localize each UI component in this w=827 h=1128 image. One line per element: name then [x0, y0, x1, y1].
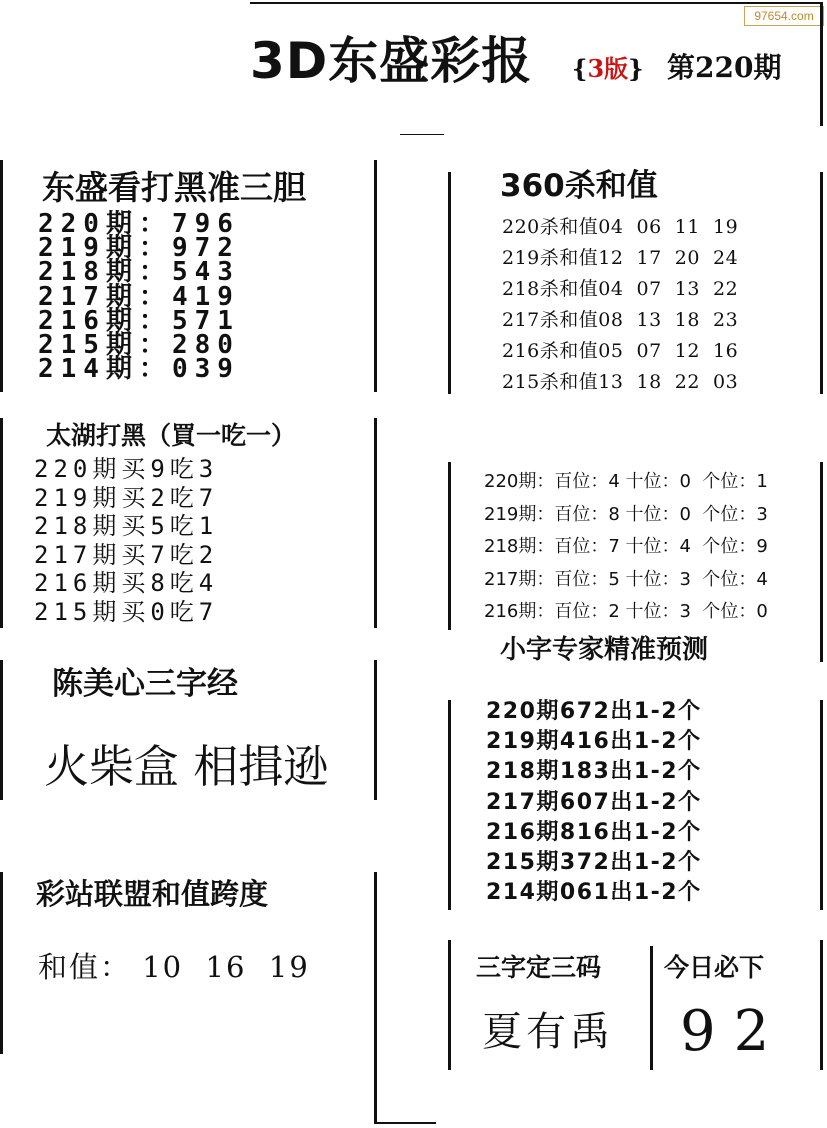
- right-rule-3: [820, 700, 823, 910]
- chen-heading: 陈美心三字经: [52, 666, 238, 702]
- middle-rule-1: [374, 160, 377, 392]
- positions-row: 216期：百位：2 十位：3 个位：0: [484, 601, 768, 622]
- right-rule-1: [820, 172, 823, 394]
- dongsheng-row: 215期：280: [38, 330, 240, 361]
- issue-number: 第220期: [667, 51, 782, 84]
- caizhan-heading: 彩站联盟和值跨度: [36, 877, 269, 911]
- expert-row: 217期607出1-2个: [486, 789, 702, 815]
- center-rule-3: [448, 700, 451, 910]
- dongsheng-row: 218期：543: [38, 257, 240, 288]
- center-rule-2: [448, 462, 451, 630]
- taihu-row: 219期买2吃7: [34, 483, 219, 512]
- expert-row: 220期672出1-2个: [486, 699, 702, 724]
- center-rule-4: [448, 940, 451, 1070]
- expert-heading: 小字专家精准预测: [500, 635, 709, 665]
- dongsheng-row: 217期：419: [38, 281, 240, 312]
- kill360-row: 217杀和值08 13 18 23: [502, 309, 739, 331]
- expert-row: 218期183出1-2个: [486, 759, 702, 785]
- expert-row: 215期372出1-2个: [486, 850, 702, 876]
- dongsheng-row: 214期：039: [38, 354, 240, 385]
- positions-row: 220期：百位：4 十位：0 个位：1: [484, 471, 768, 492]
- middle-rule-3: [374, 660, 377, 800]
- kill360-row: 216杀和值05 07 12 16: [502, 340, 739, 362]
- middle-rule-4: [374, 872, 377, 1124]
- taihu-row: 218期买5吃1: [34, 512, 219, 541]
- header-right-rule: [820, 2, 823, 126]
- caizhan-text: 和值： 10 16 19: [38, 950, 310, 984]
- header-top-rule: [250, 2, 822, 4]
- taihu-row: 216期买8吃4: [34, 569, 219, 598]
- left-rule-2: [0, 418, 3, 628]
- middle-rule-2: [374, 418, 377, 628]
- kill360-row: 218杀和值04 07 13 22: [502, 278, 739, 300]
- dongsheng-row: 216期：571: [38, 305, 240, 336]
- expert-row: 216期816出1-2个: [486, 819, 702, 845]
- right-rule-2: [820, 462, 823, 662]
- positions-list: [484, 466, 768, 629]
- center-rule-5: [650, 946, 653, 1070]
- edition-number: 3版: [587, 54, 629, 83]
- kill360-row: 215杀和值13 18 22 03: [502, 371, 739, 393]
- positions-row: 218期：百位：7 十位：4 个位：9: [484, 536, 768, 557]
- positions-row: 217期：百位：5 十位：3 个位：4: [484, 568, 768, 590]
- edition-brace-open: {: [572, 54, 588, 83]
- expert-row: 214期061出1-2个: [486, 880, 702, 906]
- dongsheng-row: 220期：796: [38, 209, 240, 239]
- left-rule-3: [0, 660, 3, 800]
- left-rule-1: [0, 160, 3, 392]
- kill360-heading: 360杀和值: [500, 168, 658, 204]
- taihu-row: 217期买7吃2: [34, 540, 219, 569]
- edition-brace-close: }: [628, 54, 644, 83]
- expert-row: 219期416出1-2个: [486, 729, 702, 755]
- today-number: 92: [680, 999, 788, 1064]
- kill360-list: [502, 212, 738, 398]
- taihu-list: [34, 455, 218, 627]
- right-rule-4: [820, 940, 823, 1070]
- header-center-rule: [400, 134, 444, 135]
- taihu-heading: 太湖打黑（買一吃一）: [46, 421, 297, 450]
- dongsheng-row: 219期：972: [38, 233, 240, 264]
- taihu-row: 215期买0吃7: [34, 597, 219, 626]
- sanzi-text: 夏有禹: [482, 1009, 614, 1055]
- left-rule-4: [0, 872, 3, 1054]
- site-watermark: 97654.com: [744, 6, 824, 26]
- dongsheng-heading: 东盛看打黑准三胆: [42, 168, 306, 207]
- kill360-row: 220杀和值04 06 11 19: [502, 216, 739, 238]
- dongsheng-list: [38, 209, 240, 385]
- paper-title: 3D东盛彩报: [250, 32, 533, 90]
- kill360-row: 219杀和值12 17 20 24: [502, 247, 739, 269]
- chen-text: 火柴盒 相揖逊: [44, 740, 329, 793]
- center-rule-1: [448, 172, 451, 394]
- positions-row: 219期：百位：8 十位：0 个位：3: [484, 503, 768, 525]
- today-heading: 今日必下: [664, 953, 765, 982]
- bottom-rule: [374, 1122, 436, 1124]
- expert-list: [486, 697, 702, 908]
- sanzi-heading: 三字定三码: [476, 953, 602, 982]
- taihu-row: 220期买9吃3: [34, 455, 219, 483]
- edition-label: [572, 52, 644, 86]
